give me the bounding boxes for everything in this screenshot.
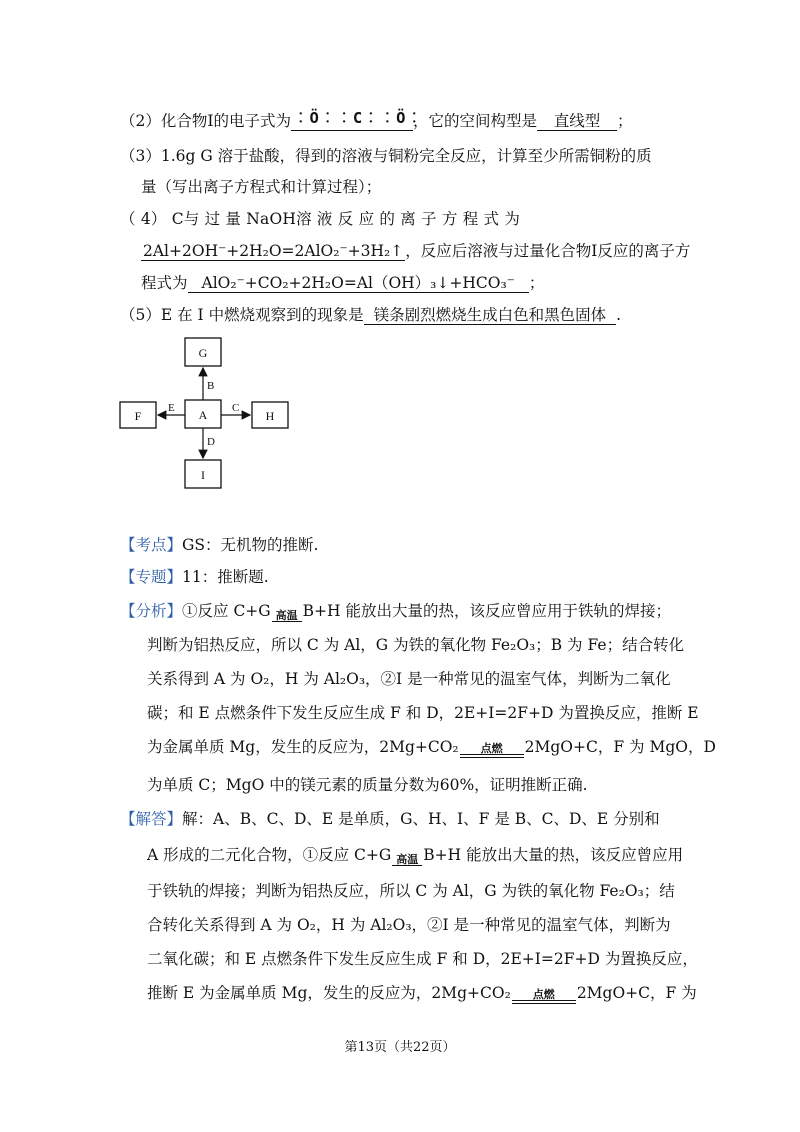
- q2-answer-blank: [537, 112, 617, 131]
- transformation-diagram: [110, 335, 310, 495]
- q2-electron-formula-blank: [291, 109, 423, 131]
- fenxi-l5b: 2MgO+C，F 为 MgO，D: [524, 738, 716, 756]
- question-5: [120, 304, 621, 326]
- fenxi-line2: 判断为铝热反应，所以 C 为 Al，G 为铁的氧化物 Fe₂O₃；B 为 Fe；结合转化: [147, 636, 685, 654]
- jieda-l6b: 2MgO+C，F 为: [576, 984, 697, 1002]
- zhuanti-section: [120, 566, 269, 588]
- label-h: H: [265, 409, 275, 423]
- fenxi-tag: 【分析】: [120, 602, 183, 620]
- fenxi-l5a: 为金属单质 Mg，发生的反应为，2Mg+CO₂: [147, 738, 459, 756]
- edge-label-e: E: [168, 402, 175, 414]
- jieda-l2b: B+H 能放出大量的热，该反应曾应用: [423, 846, 684, 864]
- jieda-line2: [147, 844, 683, 866]
- edge-label-c: C: [232, 402, 240, 414]
- question-2: [120, 110, 633, 132]
- question-4-line3: [141, 272, 544, 294]
- q4-answer2: AlO₂⁻+CO₂+2H₂O=Al（OH）₃↓+HCO₃⁻: [188, 274, 529, 293]
- jieda-line3: 于铁轨的焊接；判断为铝热反应，所以 C 为 Al，G 为铁的氧化物 Fe₂O₃；结: [147, 882, 675, 900]
- fenxi-l1b: B+H 能放出大量的热，该反应曾应用于铁轨的焊接；: [302, 602, 671, 620]
- question-3-line2: 量（写出离子方程式和计算过程）；: [141, 178, 382, 196]
- jieda-l2a: A 形成的二元化合物，①反应 C+G: [147, 846, 392, 864]
- label-i: I: [201, 468, 205, 482]
- condition-gaowen-2: 高温: [396, 853, 419, 866]
- question-3-line1: （3）1.6g G 溶于盐酸，得到的溶液与铜粉完全反应，计算至少所需铜粉的质: [120, 147, 652, 165]
- label-g: G: [198, 346, 208, 360]
- jieda-line1: [120, 808, 660, 830]
- q5-prefix: （5）E 在 I 中燃烧观察到的现象是: [120, 306, 364, 324]
- q5-answer: 镁条剧烈燃烧生成白色和黑色固体: [364, 306, 617, 325]
- edge-label-b: B: [207, 380, 215, 392]
- jieda-tag: 【解答】: [120, 810, 183, 828]
- kaodian-section: [120, 534, 318, 556]
- jieda-line6: [147, 982, 697, 1004]
- q5-end: .: [616, 306, 622, 324]
- jieda-l6a: 推断 E 为金属单质 Mg，发生的反应为，2Mg+CO₂: [147, 984, 511, 1002]
- question-4-line2: [141, 240, 690, 262]
- jieda-l1: 解：A、B、C、D、E 是单质，G、H、I、F 是 B、C、D、E 分别和: [182, 810, 660, 828]
- q4-line3-prefix: 程式为: [141, 274, 188, 292]
- fenxi-line1: [120, 600, 671, 622]
- label-f: F: [134, 409, 142, 423]
- fenxi-line4: 碳；和 E 点燃条件下发生反应生成 F 和 D，2E+I=2F+D 为置换反应，推断 E: [147, 704, 699, 722]
- q2-mid: ，它的空间构型是: [413, 112, 538, 130]
- condition-dianran-2: 点燃: [532, 988, 555, 1001]
- condition-dianran-eq: [460, 743, 524, 758]
- q4-line2-rest: ，反应后溶液与过量化合物I反应的离子方: [405, 242, 691, 260]
- label-a: A: [198, 408, 208, 422]
- condition-gaowen: 高温: [275, 609, 298, 622]
- fenxi-line3: 关系得到 A 为 O₂，H 为 Al₂O₃，②I 是一种常见的温室气体，判断为二氧化: [147, 670, 671, 688]
- page-footer: 第13页（共22页）: [344, 1040, 456, 1055]
- jieda-line5: 二氧化碳；和 E 点燃条件下发生反应生成 F 和 D，2E+I=2F+D 为置换反应，: [147, 950, 698, 968]
- kaodian-text: GS：无机物的推断.: [182, 536, 319, 554]
- fenxi-l1a: ①反应 C+G: [182, 602, 271, 620]
- fenxi-line5: [147, 736, 716, 758]
- q4-answer1: 2Al+2OH⁻+2H₂O=2AlO₂⁻+3H₂↑: [143, 242, 404, 260]
- zhuanti-tag: 【专题】: [120, 568, 183, 586]
- jieda-line4: 合转化关系得到 A 为 O₂，H 为 Al₂O₃，②I 是一种常见的温室气体，判断为: [147, 916, 671, 934]
- q2-end: ；: [617, 112, 633, 130]
- question-4-line1: （ 4） C与 过 量 NaOH溶 液 反 应 的 离 子 方 程 式 为: [120, 210, 521, 228]
- electron-formula: ︰Ö︰︰C︰︰Ö︰: [293, 109, 423, 127]
- condition-dianran: 点燃: [480, 742, 503, 755]
- condition-dianran-eq-2: [512, 989, 576, 1004]
- q4-line3-end: ；: [528, 274, 545, 292]
- q2-answer: 直线型: [553, 112, 601, 130]
- condition-gaowen-arrow: [272, 610, 302, 622]
- kaodian-tag: 【考点】: [120, 536, 183, 554]
- q2-prefix: （2）化合物I的电子式为: [120, 112, 291, 130]
- edge-label-d: D: [207, 436, 215, 448]
- condition-gaowen-arrow-2: [392, 854, 422, 866]
- fenxi-line6: 为单质 C；MgO 中的镁元素的质量分数为60%，证明推断正确.: [147, 776, 588, 794]
- zhuanti-text: 11：推断题.: [182, 568, 269, 586]
